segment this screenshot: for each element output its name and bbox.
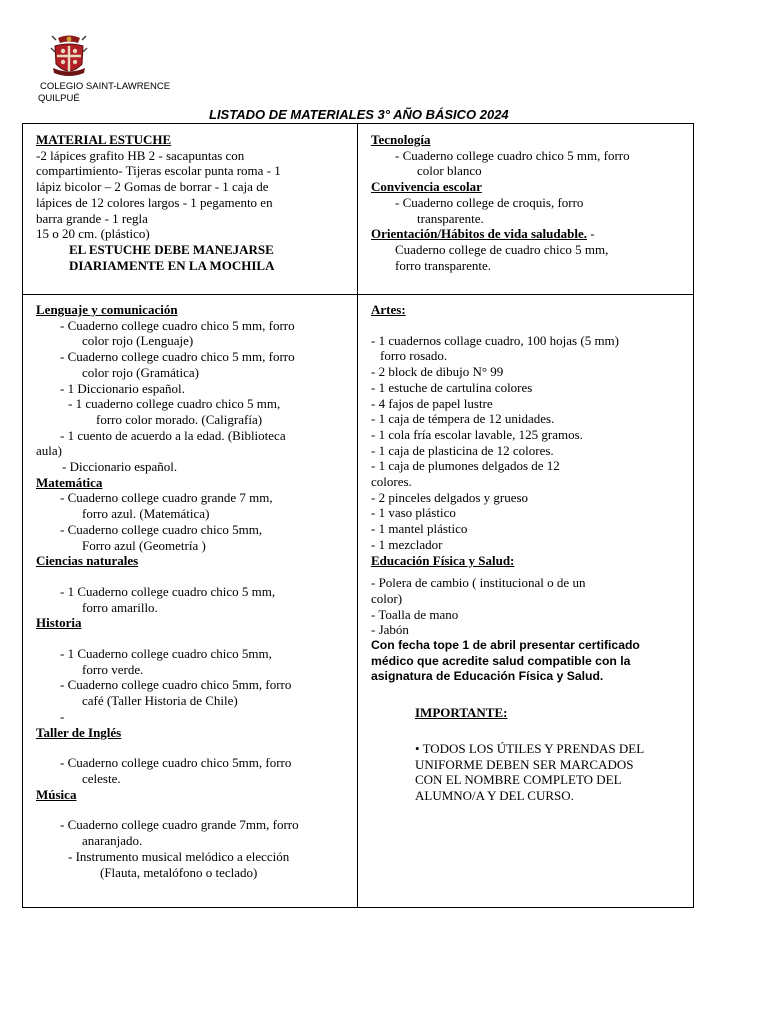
edfisica-heading: Educación Física y Salud: [371,552,515,568]
estuche-line: barra grande - 1 regla [36,210,148,226]
orientacion-heading-suffix: - [586,226,595,242]
estuche-line: 15 o 20 cm. (plástico) [36,226,150,242]
convivencia-heading: Convivencia escolar [371,179,482,195]
tecnologia-line: - Cuaderno college cuadro chico 5 mm, forro [395,147,630,163]
school-name-line2: QUILPUÉ [38,93,80,104]
lenguaje-line: - Diccionario español. [62,459,178,475]
school-name [38,81,170,105]
school-name-line1: COLEGIO SAINT-LAWRENCE [40,81,171,92]
lenguaje-line: forro color morado. (Caligrafía) [96,411,263,427]
musica-line: (Flauta, metalófono o teclado) [100,864,258,880]
tecnologia-heading: Tecnología [371,132,431,147]
lenguaje-line: color rojo (Gramática) [82,364,199,380]
ingles-line: celeste. [82,770,121,786]
artes-line: - 1 mantel plástico [371,521,468,537]
cell-tecnologia-convivencia-orientacion [371,132,630,273]
historia-heading: Historia [36,615,82,631]
historia-line: - Cuaderno college cuadro chico 5mm, forro [60,677,292,693]
orientacion-line: forro transparente. [395,257,492,273]
importante-line: ALUMNO/A Y DEL CURSO. [415,787,574,803]
artes-line: - 1 cola fría escolar lavable, 125 gramos. [371,426,583,442]
cell-material-estuche [36,132,281,273]
historia-line: forro verde. [82,661,144,677]
musica-line: - Cuaderno college cuadro grande 7mm, forro [60,817,299,833]
ciencias-line: - 1 Cuaderno college cuadro chico 5 mm, [60,583,276,599]
estuche-line: -2 lápices grafito HB 2 - sacapuntas con [36,147,245,163]
edfisica-line: color) [371,590,403,606]
importante-heading: IMPORTANTE: [415,705,508,721]
matematica-line: - Cuaderno college cuadro chico 5mm, [60,521,263,537]
ciencias-heading: Ciencias naturales [36,553,139,569]
artes-heading: Artes: [371,302,406,317]
lenguaje-line: color rojo (Lenguaje) [82,333,194,349]
historia-line: café (Taller Historia de Chile) [82,693,238,709]
lenguaje-line: - 1 cuento de acuerdo a la edad. (Biblioteca [60,427,286,443]
estuche-note-line1: EL ESTUCHE DEBE MANEJARSE [69,241,274,257]
lenguaje-line: - 1 cuaderno college cuadro chico 5 mm, [68,396,281,412]
document-title: LISTADO DE MATERIALES 3° AÑO BÁSICO 2024 [209,107,509,122]
cell-subjects-left [36,302,299,880]
table-row-divider [23,294,693,295]
lenguaje-line: aula) [36,443,62,459]
musica-line: - Instrumento musical melódico a elección [68,848,290,864]
edfisica-certificate-note: Con fecha tope 1 de abril presentar certificado [371,638,640,653]
table-column-divider [357,124,358,907]
artes-line: - 1 estuche de cartulina colores [371,379,533,395]
matematica-line: Forro azul (Geometría ) [82,537,206,553]
materials-table [22,123,694,908]
artes-line: - 1 caja de plasticina de 12 colores. [371,442,554,458]
artes-line: - 4 fajos de papel lustre [371,395,493,411]
estuche-line: lápiz bicolor – 2 Gomas de borrar - 1 caja de [36,179,269,195]
artes-line: - 1 caja de témpera de 12 unidades. [371,411,555,427]
artes-line: - 2 pinceles delgados y grueso [371,489,529,505]
artes-line: colores. [371,474,412,490]
edfisica-line: - Toalla de mano [371,606,459,622]
lenguaje-line: - Cuaderno college cuadro chico 5 mm, forro [60,349,295,365]
artes-line: - 2 block de dibujo N° 99 [371,364,504,380]
artes-line: forro rosado. [380,348,448,364]
school-crest-logo [50,34,88,80]
musica-heading: Música [36,786,77,802]
estuche-line: lápices de 12 colores largos - 1 pegamento en [36,194,273,210]
importante-line: CON EL NOMBRE COMPLETO DEL [415,772,622,788]
estuche-note-line2: DIARIAMENTE EN LA MOCHILA [69,257,275,273]
artes-line: - 1 mezclador [371,536,443,552]
importante-line: UNIFORME DEBEN SER MARCADOS [415,756,634,772]
lenguaje-heading: Lenguaje y comunicación [36,302,178,317]
matematica-line: - Cuaderno college cuadro grande 7 mm, [60,490,273,506]
artes-line: - 1 vaso plástico [371,505,456,521]
lenguaje-line: - 1 Diccionario español. [60,380,185,396]
artes-line: - 1 cuadernos collage cuadro, 100 hojas (5 mm) [371,332,620,348]
musica-line: anaranjado. [82,833,143,849]
convivencia-line: transparente. [417,210,484,226]
edfisica-line: - Jabón [371,622,409,638]
matematica-heading: Matemática [36,474,103,490]
orientacion-heading-line [371,226,630,242]
artes-line: - 1 caja de plumones delgados de 12 [371,458,560,474]
matematica-line: forro azul. (Matemática) [82,506,210,522]
ciencias-line: forro amarillo. [82,599,158,615]
ingles-line: - Cuaderno college cuadro chico 5mm, forro [60,755,292,771]
ingles-heading: Taller de Inglés [36,724,122,740]
edfisica-certificate-note: asignatura de Educación Física y Salud. [371,669,604,684]
orientacion-line: Cuaderno college de cuadro chico 5 mm, [395,241,609,257]
lenguaje-line: - Cuaderno college cuadro chico 5 mm, forro [60,317,295,333]
edfisica-certificate-note: médico que acredite salud compatible con la [371,653,631,668]
historia-line: - 1 Cuaderno college cuadro chico 5mm, [60,646,272,662]
cell-subjects-right [371,302,644,804]
importante-line: • TODOS LOS ÚTILES Y PRENDAS DEL [415,740,645,756]
convivencia-line: - Cuaderno college de croquis, forro [395,194,584,210]
estuche-heading: MATERIAL ESTUCHE [36,132,172,147]
edfisica-line: - Polera de cambio ( institucional o de un [371,575,586,591]
tecnologia-line: color blanco [417,163,482,179]
historia-line: - [60,708,65,724]
orientacion-heading: Orientación/Hábitos de vida saludable. [371,226,587,242]
estuche-line: compartimiento- Tijeras escolar punta roma - 1 [36,163,281,179]
